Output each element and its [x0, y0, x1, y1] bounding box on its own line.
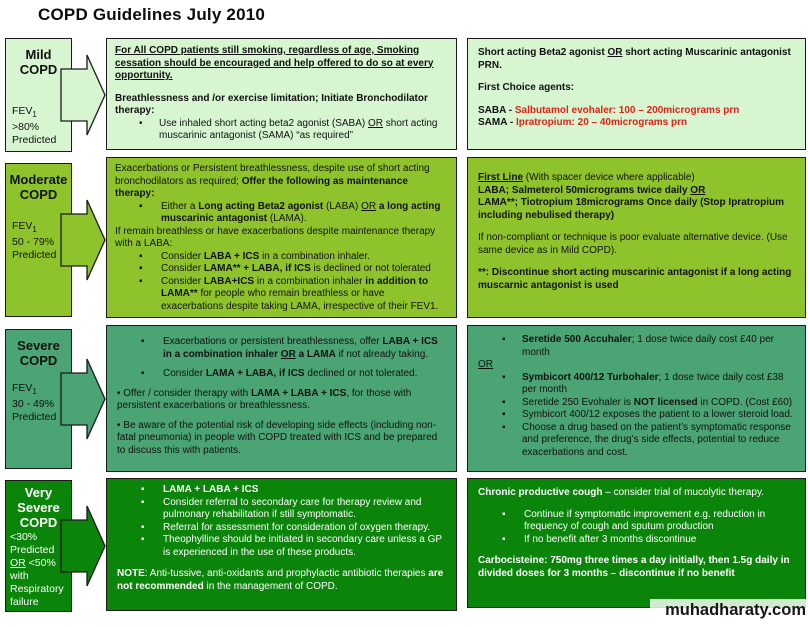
paragraph: For All COPD patients still smoking, regardless of age, Smoking cessation should be encouraged and help offered to do so at every opportunity. — [115, 45, 434, 81]
bullet-marker: ▪ — [141, 496, 145, 508]
paragraph: with — [10, 570, 29, 582]
paragraph: LABA; Salmeterol 50micrograms twice daily OR — [478, 184, 706, 196]
bullet-marker: ▪ — [139, 275, 143, 287]
prescription-box-severe — [467, 325, 806, 472]
bullet-marker: ▪ — [139, 250, 143, 262]
bullet-marker: ▪ — [502, 508, 506, 520]
paragraph: LAMA**; Tiotropium 18micrograms Once daily (Stop Ipratropium including nebulised therapy) — [478, 197, 784, 221]
bullet-marker: ▪ — [139, 200, 143, 212]
paragraph: SAMA - Ipratropium: 20 – 40micrograms prn — [478, 117, 688, 128]
bullet-item: ▪ If no benefit after 3 months discontinue — [502, 533, 697, 545]
stage-name-mild: Mild COPD — [19, 47, 58, 77]
paragraph: Predicted — [10, 544, 55, 556]
paragraph: $FEV_1$ — [12, 105, 37, 120]
paragraph: Short acting Beta2 agonist OR short acting Muscarinic antagonist PRN. — [478, 47, 791, 71]
bullet-marker: ▪ — [141, 521, 145, 533]
paragraph: Predicted — [12, 411, 57, 424]
bullet-marker: ▪ — [502, 409, 506, 420]
bullet-marker: ▪ — [502, 421, 506, 433]
paragraph: Predicted — [12, 134, 57, 147]
paragraph: Exacerbations or Persistent breathlessness, despite use of short acting bronchodilators as required; Offer the following as maintenance therapy: — [115, 163, 430, 199]
bullet-item: ▪ Symbicort 400/12 exposes the patient to a lower steroid load. — [502, 409, 793, 420]
stage-name-severe: Severe COPD — [17, 338, 60, 368]
paragraph: <30% — [10, 531, 38, 543]
paragraph: $FEV_1$ — [12, 220, 37, 235]
paragraph: $FEV_1$ — [12, 382, 37, 397]
treatment-box-severe — [106, 325, 457, 472]
bullet-marker: ▪ — [502, 396, 506, 408]
paragraph: failure — [10, 596, 39, 608]
treatment-box-moderate — [106, 157, 457, 318]
bullet-marker: ▪ — [141, 368, 145, 379]
bullet-marker: ▪ — [141, 336, 145, 347]
flow-arrow-severe — [60, 358, 106, 440]
paragraph: If non-compliant or technique is poor evaluate alternative device. (Use same device as in Mild COPD). — [478, 232, 788, 256]
bullet-item: ▪ Continue if symptomatic improvement e.g. reduction in frequency of cough and sputum production — [502, 508, 766, 532]
paragraph: SABA - Salbutamol evohaler: 100 – 200micrograms prn — [478, 104, 740, 116]
prescription-box-mild — [467, 38, 806, 150]
treatment-box-mild — [106, 38, 457, 150]
bullet-item: ▪ Choose a drug based on the patient’s symptomatic response and preference, the drug’s side effects, potential to reduce exacerbations and cost. — [502, 421, 791, 458]
paragraph: • Be aware of the potential risk of developing side effects (including non-fatal pneumonia) in people with COPD treated with ICS and be prepared to discuss this with patients. — [117, 419, 438, 456]
flow-arrow-moderate — [60, 199, 106, 281]
bullet-item: ▪ Exacerbations or persistent breathlessness, offer LABA + ICS in a combination inhaler OR a LAMA if not already taking. — [141, 336, 438, 360]
paragraph: Chronic productive cough – consider trial of mucolytic therapy. — [478, 487, 765, 498]
paragraph: NOTE: Anti-tussive, anti-oxidants and prophylactic antibiotic therapies are not recommended in the management of COPD. — [117, 568, 444, 592]
paragraph: Respiratory — [10, 583, 64, 595]
paragraph: **: Discontinue short acting muscarinic antagonist if a long acting muscarnic antagonist is used — [478, 267, 792, 291]
bullet-item: ▪ Consider referral to secondary care for therapy review and pulmonary rehabilitation if still symptomatic. — [141, 496, 422, 520]
paragraph: First Choice agents: — [478, 82, 575, 93]
bullet-marker: ▪ — [141, 534, 145, 545]
paragraph: 30 - 49% — [12, 398, 55, 411]
bullet-marker: ▪ — [502, 533, 506, 545]
bullet-item: ▪ Consider LABA + ICS in a combination inhaler. — [139, 250, 370, 262]
stage-name-very-severe: Very Severe COPD — [17, 485, 60, 530]
paragraph: >80% — [12, 121, 40, 134]
prescription-box-very-severe — [467, 478, 806, 608]
bullet-item: ▪ LAMA + LABA + ICS — [141, 484, 259, 495]
bullet-item: ▪ Referral for assessment for consideration of oxygen therapy. — [141, 521, 431, 533]
bullet-item: ▪ Seretide 250 Evohaler is NOT licensed in COPD. (Cost £60) — [502, 396, 793, 408]
paragraph: OR <50% — [10, 557, 56, 569]
watermark: muhadharaty.com — [650, 599, 808, 622]
bullet-item: ▪ Seretide 500 Accuhaler; 1 dose twice daily cost £40 per month — [502, 334, 774, 358]
bullet-marker: ▪ — [502, 334, 506, 345]
paragraph: First Line (With spacer device where applicable) — [478, 172, 695, 183]
bullet-marker: ▪ — [502, 371, 506, 383]
paragraph: Breathlessness and /or exercise limitation; Initiate Bronchodilator therapy: — [115, 92, 428, 116]
paragraph: Predicted — [12, 249, 57, 262]
bullet-item: • Use inhaled short acting beta2 agonist (SABA) OR short acting muscarinic antagonist (SAMA) “as required” — [139, 117, 438, 141]
bullet-item: ▪ Consider LAMA** + LABA, if ICS is declined or not tolerated — [139, 263, 431, 274]
paragraph: Carbocisteine: 750mg three times a day initially, then 1.5g daily in divided doses for 3 months – discontinue if no benefit — [478, 555, 790, 579]
bullet-item: ▪ Consider LABA+ICS in a combination inhaler in addition to LAMA** for people who remain breathless or have exacerbations despite taking LAMA, irrespective of their FEV1. — [139, 275, 439, 312]
bullet-item: ▪ Either a Long acting Beta2 agonist (LABA) OR a long acting muscarinic antagonist (LAMA). — [139, 200, 441, 224]
treatment-box-very-severe — [106, 478, 457, 611]
paragraph: OR — [478, 359, 493, 370]
stage-name-moderate: Moderate COPD — [9, 172, 68, 202]
bullet-marker: ▪ — [141, 484, 145, 495]
page-title: COPD Guidelines July 2010 — [38, 5, 266, 24]
bullet-marker: • — [139, 117, 143, 129]
bullet-item: ▪ Symbicort 400/12 Turbohaler; 1 dose twice daily cost £38 per month — [502, 371, 784, 395]
paragraph: • Offer / consider therapy with LAMA + LABA + ICS, for those with persistent exacerbations or breathlessness. — [117, 387, 412, 411]
flow-arrow-mild — [60, 54, 106, 136]
bullet-item: ▪ Consider LAMA + LABA, if ICS declined or not tolerated. — [141, 368, 418, 379]
paragraph: If remain breathless or have exacerbations despite maintenance therapy with a LABA: — [115, 225, 436, 249]
paragraph: 50 - 79% — [12, 236, 55, 249]
bullet-item: ▪ Theophylline should be initiated in secondary care unless a GP is experienced in the use of these products. — [141, 534, 442, 558]
prescription-box-moderate — [467, 157, 806, 318]
flow-arrow-very-severe — [60, 505, 106, 587]
bullet-marker: ▪ — [139, 263, 143, 274]
